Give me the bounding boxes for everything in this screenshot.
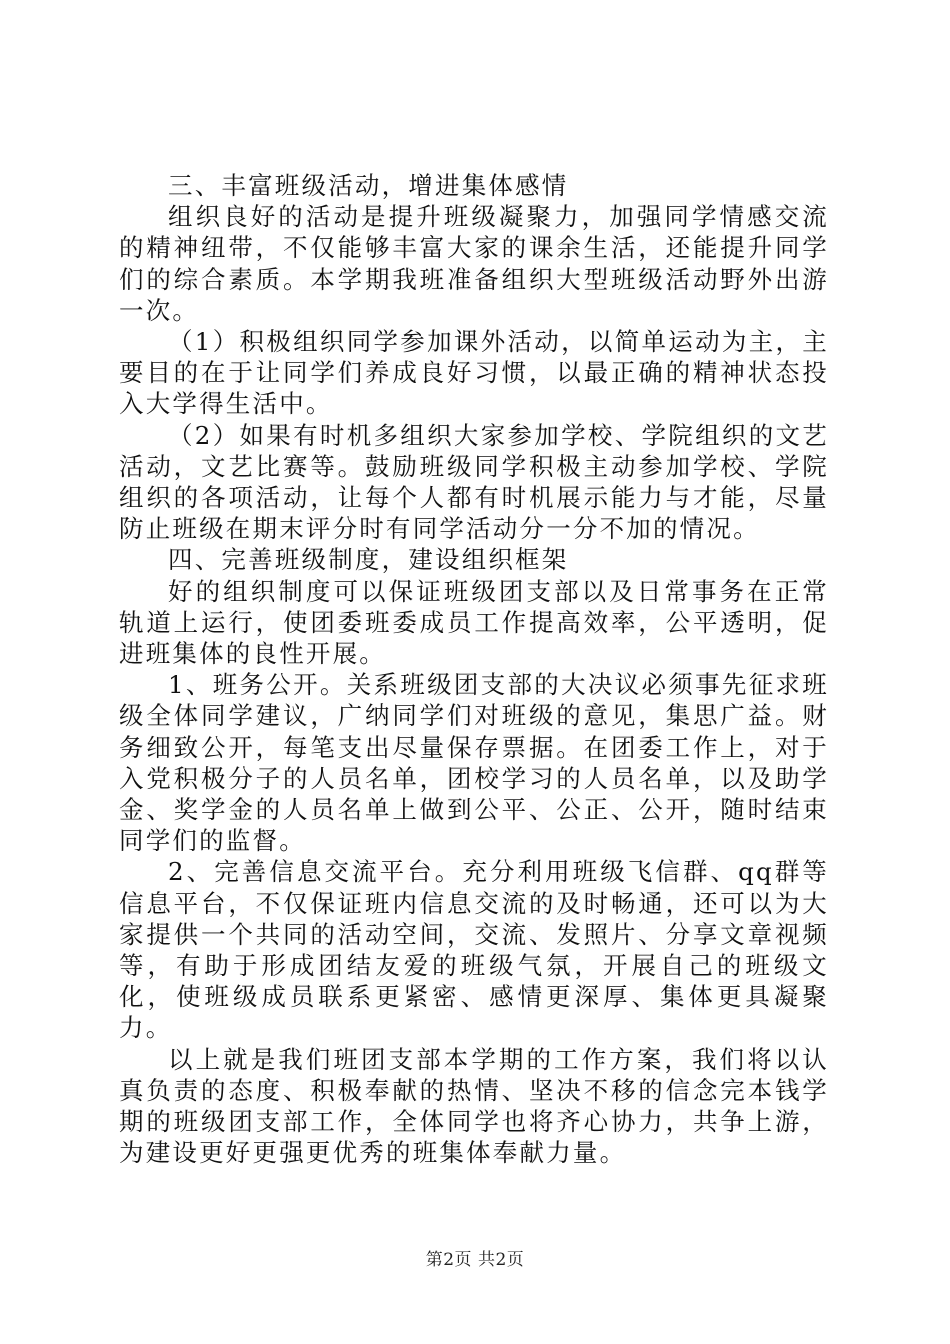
list-item-2: （2）如果有时机多组织大家参加学校、学院组织的文艺活动，文艺比赛等。鼓励班级同学积极主动参加学校、学院组织的各项活动，让每个人都有时机展示能力与才能，尽量防止班级在期末评分时有同学活动分一分不加的情况。 bbox=[119, 420, 829, 544]
paragraph: 好的组织制度可以保证班级团支部以及日常事务在正常轨道上运行，使团委班委成员工作提高效率，公平透明，促进班集体的良性开展。 bbox=[119, 576, 829, 669]
page-number-footer: 第2页 共2页 bbox=[425, 1250, 525, 1270]
list-item-2: 2、完善信息交流平台。充分利用班级飞信群、qq群等信息平台，不仅保证班内信息交流的及时畅通，还可以为大家提供一个共同的活动空间，交流、发照片、分享文章视频等，有助于形成团结友爱的班级气氛，开展自己的班级文化，使班级成员联系更紧密、感情更深厚、集体更具凝聚力。 bbox=[119, 857, 829, 1043]
section-heading-4: 四、完善班级制度，建设组织框架 bbox=[168, 545, 569, 575]
section-heading-3: 三、丰富班级活动，增进集体感情 bbox=[168, 171, 569, 200]
paragraph: 组织良好的活动是提升班级凝聚力，加强同学情感交流的精神纽带，不仅能够丰富大家的课余生活，还能提升同学们的综合素质。本学期我班准备组织大型班级活动野外出游一次。 bbox=[119, 202, 829, 325]
closing-paragraph: 以上就是我们班团支部本学期的工作方案，我们将以认真负责的态度、积极奉献的热情、坚决不移的信念完本钱学期的班级团支部工作，全体同学也将齐心协力，共争上游，为建设更好更强更优秀的班集体奉献力量。 bbox=[119, 1044, 829, 1168]
list-item-1: 1、班务公开。关系班级团支部的大决议必须事先征求班级全体同学建议，广纳同学们对班级的意见，集思广益。财务细致公开，每笔支出尽量保存票据。在团委工作上，对于入党积极分子的人员名单，团校学习的人员名单，以及助学金、奖学金的人员名单上做到公平、公正、公开，随时结束同学们的监督。 bbox=[119, 670, 829, 856]
list-item-1: （1）积极组织同学参加课外活动，以简单运动为主，主要目的在于让同学们养成良好习惯，以最正确的精神状态投入大学得生活中。 bbox=[119, 327, 829, 419]
document-body bbox=[119, 170, 829, 1169]
